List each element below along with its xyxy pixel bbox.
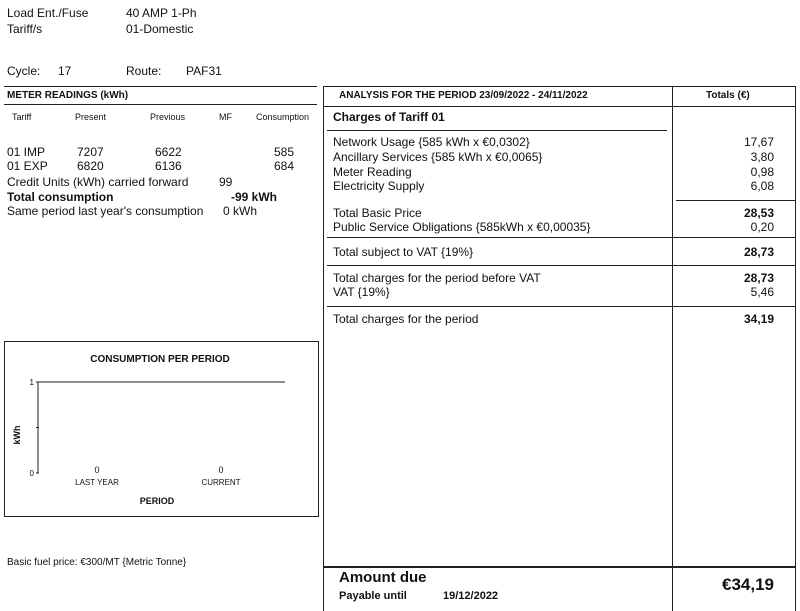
chart-data-label: 0 (94, 465, 100, 475)
totals-divider (672, 86, 673, 611)
charge-line-amount: 3,80 (750, 150, 774, 164)
before-vat-label: Total charges for the period before VAT (333, 271, 541, 285)
charge-line-label: Network Usage {585 kWh x €0,0302} (333, 135, 530, 149)
meter-col-tariff: Tariff (12, 112, 32, 122)
subtotal-rule (676, 200, 795, 201)
chart-x-tick-label: CURRENT (201, 478, 241, 487)
charges-title: Charges of Tariff 01 (333, 110, 445, 124)
payable-until-date: 19/12/2022 (443, 590, 499, 602)
meter-row-present: 7207 (77, 145, 104, 159)
chart-y-tick-label: 1 (29, 378, 34, 387)
before-vat-amount: 28,73 (743, 271, 774, 285)
chart-y-tick-label: 0 (29, 469, 34, 478)
period-total-rule (327, 306, 795, 307)
cycle-label: Cycle: (7, 64, 41, 78)
meter-row-tariff: 01 IMP (7, 145, 46, 159)
analysis-title: ANALYSIS FOR THE PERIOD 23/09/2022 - 24/11/2022 (339, 90, 588, 101)
meter-col-present: Present (75, 112, 107, 122)
charges-title-rule (327, 130, 667, 131)
chart-y-axis-label: kWh (12, 425, 22, 445)
pso-amount: 0,20 (750, 220, 774, 234)
tariff-label: Tariff/s (7, 22, 43, 36)
cycle-value: 17 (58, 64, 72, 78)
basic-price-label: Total Basic Price (333, 206, 422, 220)
route-label: Route: (126, 64, 162, 78)
same-period-label: Same period last year's consumption (7, 204, 204, 218)
charge-line-label: Ancillary Services {585 kWh x €0,0065} (333, 150, 543, 164)
charge-line-label: Meter Reading (333, 165, 412, 179)
consumption-chart-svg (5, 342, 318, 516)
analysis-left-border (323, 86, 324, 611)
meter-col-mf: MF (219, 112, 232, 122)
load-value: 40 AMP 1-Ph (126, 6, 197, 20)
chart-data-label: 0 (218, 465, 224, 475)
total-consumption-value: -99 kWh (231, 190, 278, 204)
basic-price-amount: 28,53 (743, 206, 774, 220)
subject-vat-label: Total subject to VAT {19%} (333, 245, 474, 259)
credit-units-label: Credit Units (kWh) carried forward (7, 175, 189, 189)
charge-line-amount: 17,67 (743, 135, 774, 149)
fuel-price-note: Basic fuel price: €300/MT {Metric Tonne} (7, 557, 187, 568)
pso-label: Public Service Obligations {585kWh x €0,00035} (333, 220, 591, 234)
chart-x-axis-label: PERIOD (139, 496, 175, 506)
meter-col-consumption: Consumption (256, 112, 310, 122)
amount-due-top-rule (323, 566, 796, 568)
period-total-label: Total charges for the period (333, 312, 479, 326)
meter-row-previous: 6136 (155, 159, 182, 173)
vat-amount: 5,46 (750, 285, 774, 299)
chart-title: CONSUMPTION PER PERIOD (90, 354, 230, 365)
meter-top-rule (4, 86, 317, 87)
route-value: PAF31 (186, 64, 222, 78)
charge-line-label: Electricity Supply (333, 179, 425, 193)
meter-row-tariff: 01 EXP (7, 159, 48, 173)
meter-row-previous: 6622 (155, 145, 182, 159)
tariff-value: 01-Domestic (126, 22, 194, 36)
payable-until-label: Payable until (339, 590, 407, 602)
meter-title: METER READINGS (kWh) (7, 90, 129, 101)
vat-label: VAT {19%} (333, 285, 390, 299)
load-label: Load Ent./Fuse (7, 6, 89, 20)
vat-subject-top-rule (327, 237, 795, 238)
period-total-amount: 34,19 (743, 312, 774, 326)
amount-due-value: €34,19 (722, 575, 774, 594)
total-consumption-label: Total consumption (7, 190, 114, 204)
totals-header: Totals (€) (706, 90, 750, 101)
credit-units-value: 99 (219, 175, 233, 189)
meter-row-consumption: 585 (273, 145, 294, 159)
meter-col-previous: Previous (150, 112, 186, 122)
analysis-right-border (795, 86, 796, 611)
same-period-value: 0 kWh (223, 204, 258, 218)
consumption-chart (4, 341, 319, 517)
amount-due-label: Amount due (339, 569, 427, 586)
subject-vat-amount: 28,73 (743, 245, 774, 259)
charge-line-amount: 6,08 (750, 179, 774, 193)
chart-x-tick-label: LAST YEAR (75, 478, 119, 487)
analysis-header-rule (323, 106, 796, 107)
charge-line-amount: 0,98 (750, 165, 774, 179)
meter-row-consumption: 684 (273, 159, 294, 173)
vat-subject-bottom-rule (327, 265, 795, 266)
analysis-top-rule (323, 86, 796, 87)
meter-header-rule (4, 104, 317, 105)
meter-row-present: 6820 (77, 159, 104, 173)
